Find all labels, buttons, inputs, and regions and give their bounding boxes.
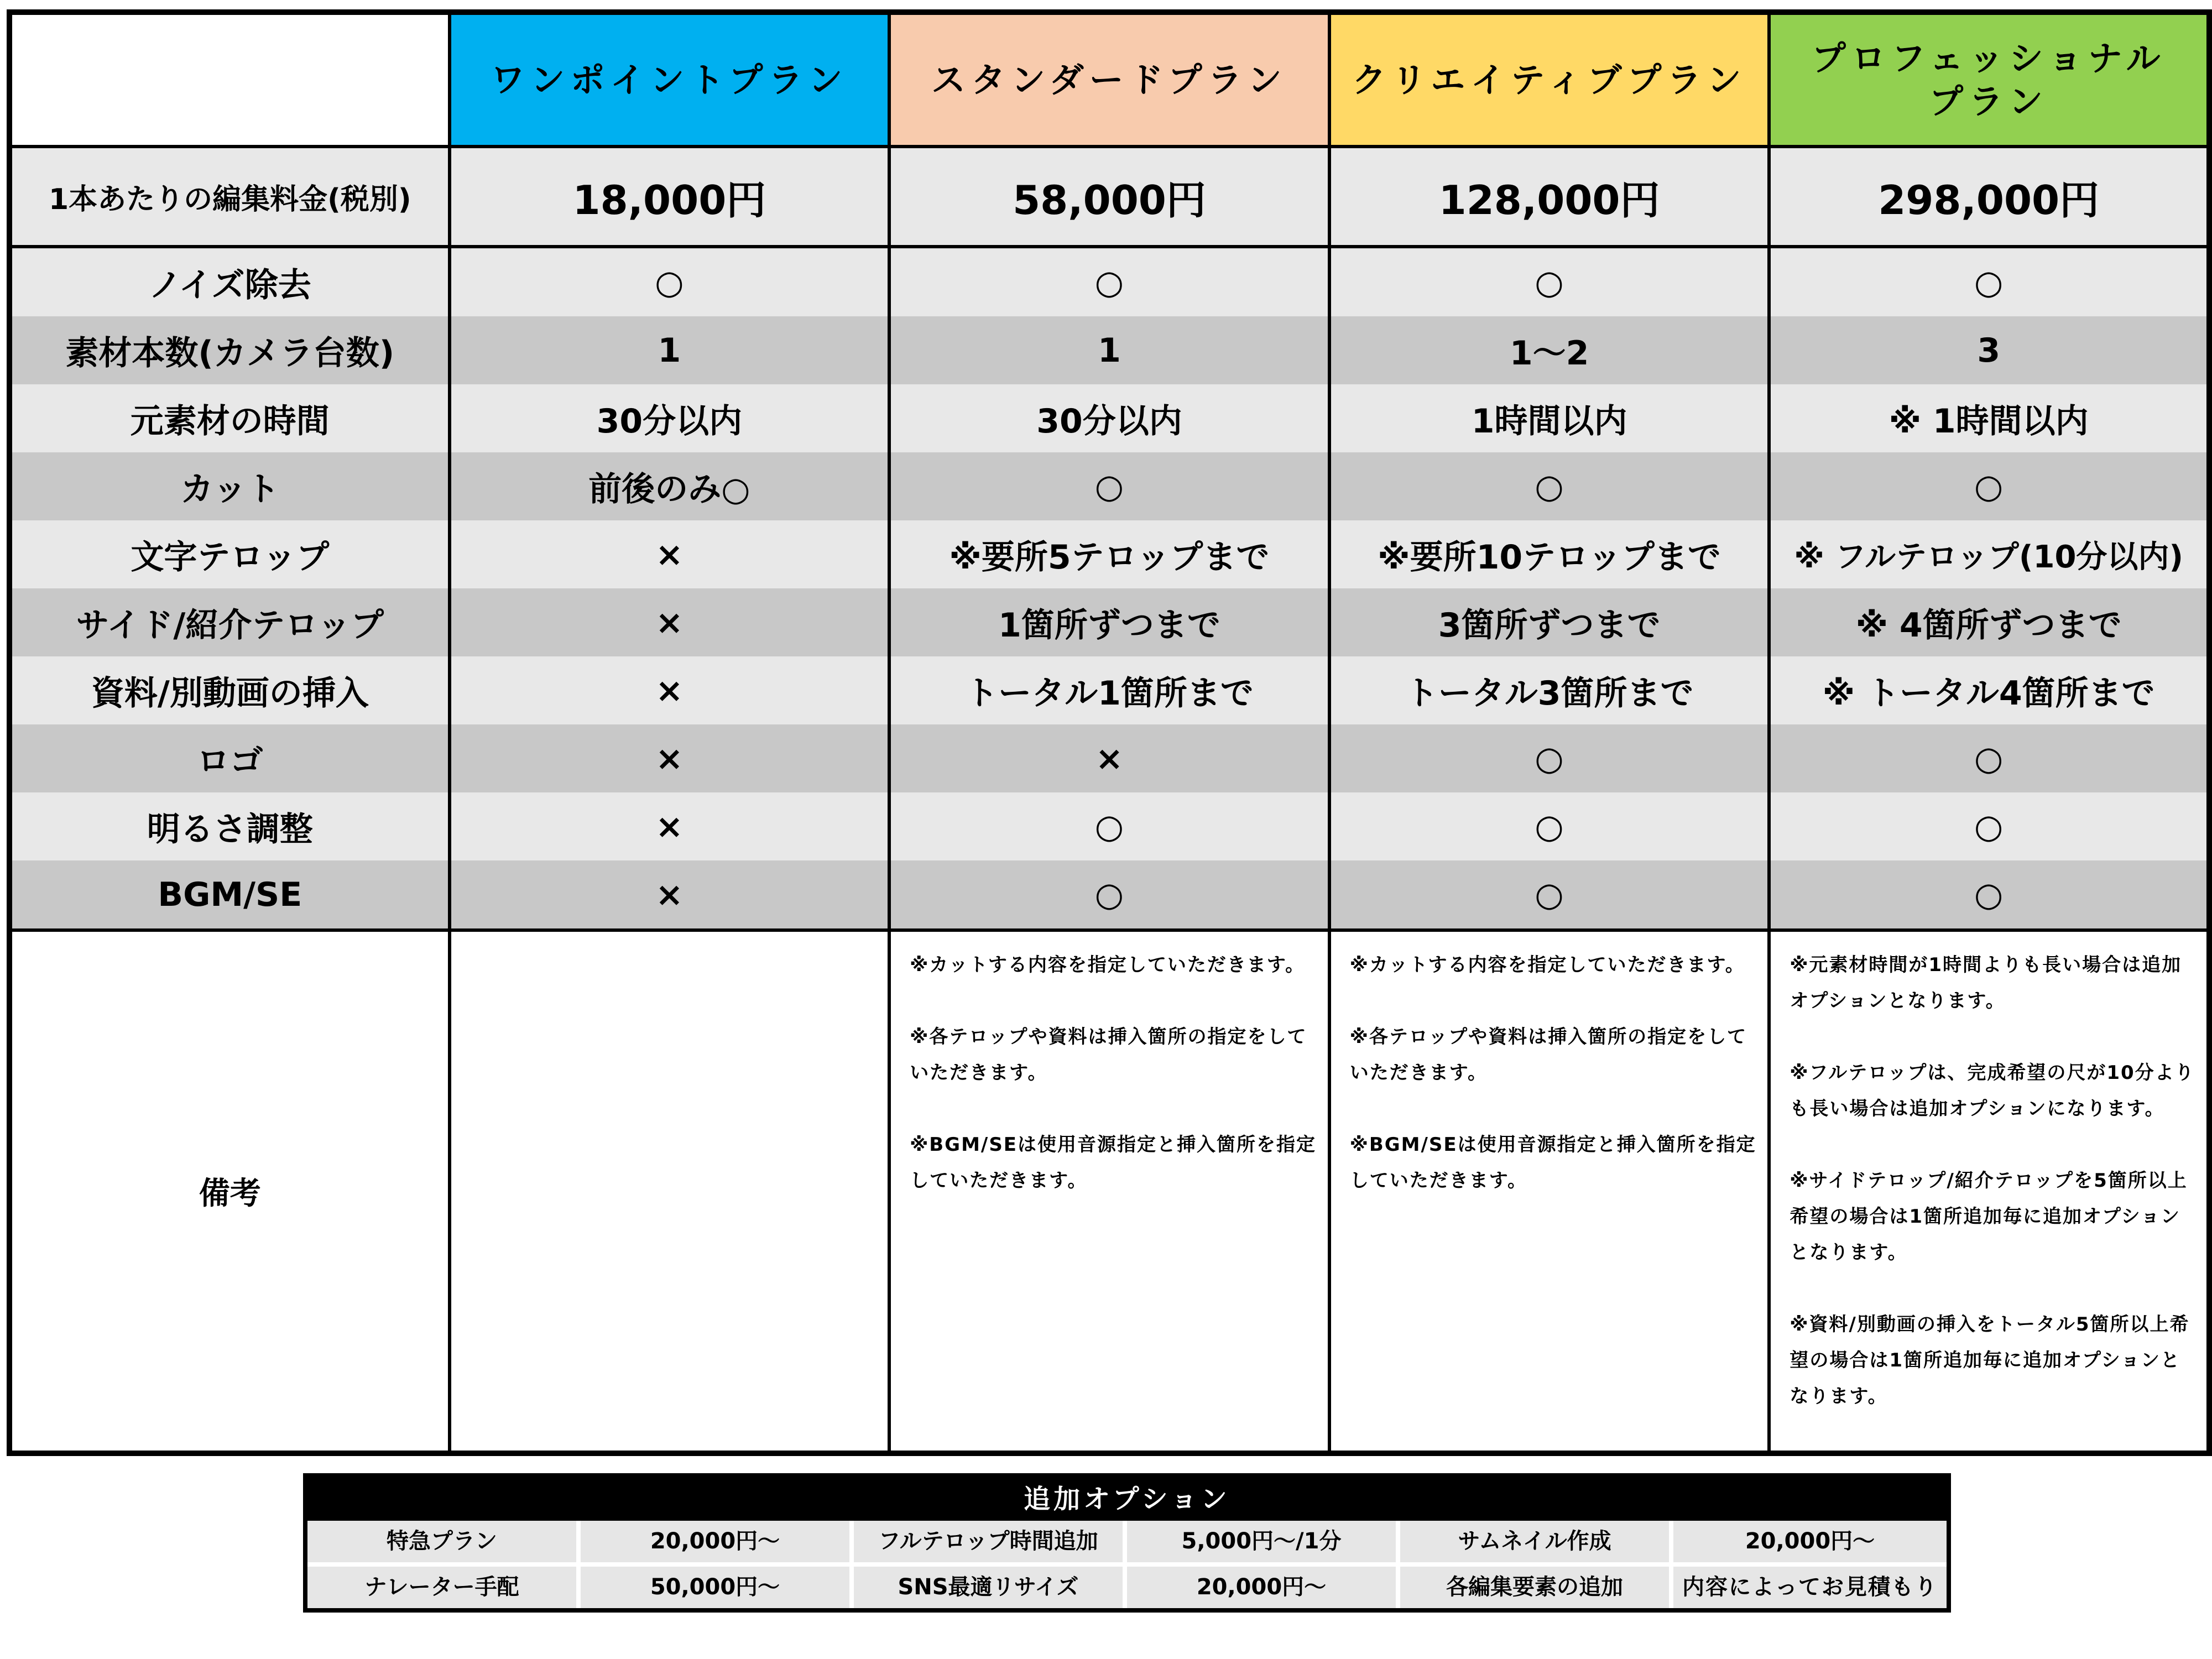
feature-value: ※ トータル4箇所まで [1769, 656, 2209, 724]
feature-label: ノイズ除去 [9, 247, 450, 316]
note-text: ※資料/別動画の挿入をトータル5箇所以上希望の場合は1箇所追加毎に追加オプションとなります。 [1790, 1313, 2190, 1407]
feature-label: BGM/SE [9, 860, 450, 930]
feature-value: 3 [1769, 316, 2209, 384]
note-text: ※元素材時間が1時間よりも長い場合は追加オプションとなります。 [1790, 954, 2182, 1012]
feature-value: ○ [889, 247, 1329, 316]
feature-value: 1時間以内 [1329, 384, 1770, 452]
feature-value: ○ [1329, 792, 1770, 860]
feature-value: ○ [1329, 724, 1770, 792]
feature-value: ※ フルテロップ(10分以内) [1769, 520, 2209, 588]
options-title: 追加オプション [307, 1478, 1947, 1521]
feature-value: × [450, 520, 890, 588]
notes-professional [1769, 930, 2209, 1453]
option-price: 50,000円～ [581, 1567, 854, 1608]
feature-value: 30分以内 [889, 384, 1329, 452]
feature-label: 元素材の時間 [9, 384, 450, 452]
additional-options-table [303, 1473, 1951, 1613]
feature-value: ○ [889, 452, 1329, 520]
feature-label: 素材本数(カメラ台数) [9, 316, 450, 384]
option-price: 内容によってお見積もり [1673, 1567, 1947, 1608]
price-one-point: 18,000円 [450, 147, 890, 247]
feature-label: サイド/紹介テロップ [9, 588, 450, 656]
price-row-label: 1本あたりの編集料金(税別) [9, 147, 450, 247]
feature-row [9, 384, 2209, 452]
feature-value: 前後のみ○ [450, 452, 890, 520]
feature-label: カット [9, 452, 450, 520]
note-text: ※BGM/SEは使用音源指定と挿入箇所を指定していただきます。 [910, 1134, 1317, 1192]
feature-value: ○ [889, 860, 1329, 930]
feature-row [9, 452, 2209, 520]
plan-header-professional: プロフェッショナルプラン [1769, 12, 2209, 147]
feature-value: 1 [450, 316, 890, 384]
option-name: サムネイル作成 [1400, 1521, 1673, 1567]
feature-value: ○ [1769, 860, 2209, 930]
feature-value: × [450, 860, 890, 930]
feature-value: 1箇所ずつまで [889, 588, 1329, 656]
feature-row [9, 247, 2209, 316]
feature-label: ロゴ [9, 724, 450, 792]
option-name: SNS最適リサイズ [854, 1567, 1127, 1608]
option-name: ナレーター手配 [307, 1567, 581, 1608]
note-text: ※サイドテロップ/紹介テロップを5箇所以上希望の場合は1箇所追加毎に追加オプションとなります。 [1790, 1170, 2188, 1264]
price-professional: 298,000円 [1769, 147, 2209, 247]
feature-row [9, 860, 2209, 930]
feature-value: 3箇所ずつまで [1329, 588, 1770, 656]
feature-row [9, 724, 2209, 792]
feature-value: ○ [450, 247, 890, 316]
notes-creative [1329, 930, 1770, 1453]
price-row [9, 147, 2209, 247]
header-corner-cell [9, 12, 450, 147]
feature-value: ※要所10テロップまで [1329, 520, 1770, 588]
feature-value: × [889, 724, 1329, 792]
note-text: ※カットする内容を指定していただきます。 [910, 954, 1306, 976]
feature-value: 30分以内 [450, 384, 890, 452]
option-name: フルテロップ時間追加 [854, 1521, 1127, 1567]
options-grid [307, 1521, 1947, 1608]
option-price: 20,000円～ [1673, 1521, 1947, 1567]
feature-row [9, 588, 2209, 656]
feature-value: ※ 4箇所ずつまで [1769, 588, 2209, 656]
feature-row [9, 792, 2209, 860]
feature-value: ※ 1時間以内 [1769, 384, 2209, 452]
option-price: 5,000円～/1分 [1127, 1521, 1400, 1567]
feature-row [9, 520, 2209, 588]
note-text: ※フルテロップは、完成希望の尺が10分よりも長い場合は追加オプションになります。 [1790, 1062, 2195, 1120]
feature-value: ○ [1329, 452, 1770, 520]
plan-comparison-table [7, 9, 2212, 1456]
plan-header-one-point: ワンポイントプラン [450, 12, 890, 147]
note-text: ※各テロップや資料は挿入箇所の指定をしていただきます。 [1349, 1026, 1747, 1084]
feature-value: 1～2 [1329, 316, 1770, 384]
option-price: 20,000円～ [1127, 1567, 1400, 1608]
feature-value: トータル1箇所まで [889, 656, 1329, 724]
feature-value: ○ [889, 792, 1329, 860]
option-price: 20,000円～ [581, 1521, 854, 1567]
note-text: ※各テロップや資料は挿入箇所の指定をしていただきます。 [910, 1026, 1307, 1084]
feature-value: × [450, 724, 890, 792]
plan-header-creative: クリエイティブプラン [1329, 12, 1770, 147]
plan-header-standard: スタンダードプラン [889, 12, 1329, 147]
feature-label: 明るさ調整 [9, 792, 450, 860]
note-text: ※BGM/SEは使用音源指定と挿入箇所を指定していただきます。 [1349, 1134, 1756, 1192]
notes-label: 備考 [9, 930, 450, 1453]
feature-value: × [450, 588, 890, 656]
feature-value: ○ [1329, 860, 1770, 930]
price-creative: 128,000円 [1329, 147, 1770, 247]
feature-value: 1 [889, 316, 1329, 384]
option-name: 特急プラン [307, 1521, 581, 1567]
notes-one-point [450, 930, 890, 1453]
feature-value: ○ [1769, 452, 2209, 520]
feature-value: ○ [1769, 792, 2209, 860]
feature-value: ※要所5テロップまで [889, 520, 1329, 588]
notes-standard [889, 930, 1329, 1453]
feature-label: 資料/別動画の挿入 [9, 656, 450, 724]
feature-label: 文字テロップ [9, 520, 450, 588]
price-standard: 58,000円 [889, 147, 1329, 247]
feature-value: ○ [1769, 724, 2209, 792]
feature-row [9, 316, 2209, 384]
notes-row [9, 930, 2209, 1453]
feature-value: トータル3箇所まで [1329, 656, 1770, 724]
feature-value: ○ [1329, 247, 1770, 316]
feature-value: × [450, 792, 890, 860]
plan-header-row [9, 12, 2209, 147]
feature-row [9, 656, 2209, 724]
note-text: ※カットする内容を指定していただきます。 [1349, 954, 1745, 976]
feature-value: ○ [1769, 247, 2209, 316]
option-name: 各編集要素の追加 [1400, 1567, 1673, 1608]
feature-value: × [450, 656, 890, 724]
